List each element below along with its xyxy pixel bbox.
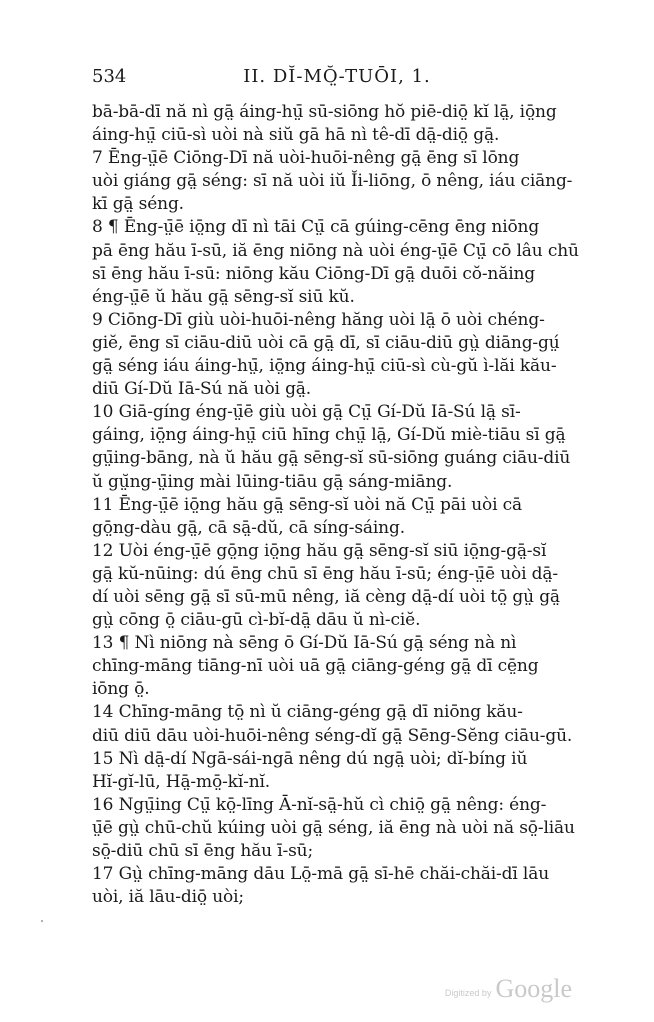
- digitized-by-label: Digitized by: [444, 988, 492, 998]
- page-header: [92, 66, 582, 92]
- text-line: Hĭ-gĭ-lū, Hā̤-mō̤-kĭ-nĭ.: [92, 771, 271, 792]
- text-line: iōng ō̤.: [92, 679, 150, 700]
- digitization-watermark: [445, 974, 572, 1004]
- text-line: bā-bā-dī nă nì gā̤ áing-hṳ̄ sū-siōng hŏ piē-diō̤ kĭ lā̤, iō̤ng: [92, 102, 557, 122]
- body-text: [92, 101, 580, 909]
- text-line: 7 Ēng-ṳ̄ē Ciōng-Dī nă uòi-huōi-nêng gā̤ ēng sī lōng: [92, 148, 520, 169]
- text-line: diū Gí-Dŭ Iā-Sú nă uòi gā̤.: [92, 379, 312, 400]
- text-line: uòi, iă lāu-diō̤ uòi;: [92, 887, 244, 908]
- text-line: gṳ̀ cōng ō̤ ciāu-gū cì-bĭ-dā̤ dāu ŭ nì-ciĕ.: [92, 610, 421, 631]
- text-line: diū diū dāu uòi-huōi-nêng séng-dĭ gā̤ Sēng-Sĕng ciāu-gū.: [92, 725, 573, 746]
- scan-speck: [41, 920, 43, 922]
- running-title: II. DĬ-MŎ̤-TUŌI, 1.: [243, 66, 431, 87]
- text-line: chīng-māng tiāng-nī uòi uā gā̤ ciāng-géng gā̤ dī cē̤ng: [92, 656, 539, 677]
- text-line: kī gā̤ séng.: [92, 194, 184, 215]
- text-line: 10 Giā-gíng éng-ṳ̄ē giù uòi gā̤ Cṳ̄ Gí-Dŭ Iā-Sú lā̤ sī-: [92, 402, 521, 423]
- text-line: 17 Gṳ̀ chīng-māng dāu Lō̤-mā gā̤ sī-hē chăi-chăi-dī lāu: [92, 864, 549, 885]
- text-line: 11 Ēng-ṳ̄ē iō̤ng hău gā̤ sēng-sĭ uòi nă Cṳ̄ pāi uòi cā: [92, 494, 523, 515]
- text-line: gṳ̄ing-bāng, nà ŭ hău gā̤ sēng-sĭ sū-siōng guáng ciāu-diū: [92, 448, 571, 469]
- text-line: gō̤ng-dàu gā̤, cā sā̤-dŭ, cā síng-sáing.: [92, 517, 405, 538]
- text-line: giĕ, ēng sī ciāu-diū uòi cā gā̤ dī, sī ciāu-diū gṳ̀ diāng-gṳ́: [92, 332, 560, 353]
- text-line: 9 Ciōng-Dī giù uòi-huōi-nêng hăng uòi lā̤ ō uòi chéng-: [92, 309, 545, 330]
- text-line: gáing, iō̤ng áing-hṳ̄ ciū hīng chṳ̄ lā̤, Gí-Dŭ miè-tiāu sī gā̤: [92, 425, 566, 446]
- google-logo: Google: [495, 974, 572, 1003]
- text-line: 16 Ngṳ̄ing Cṳ̄ kō̤-līng Ā-nĭ-sā̤-hŭ cì chiō̤ gā̤ nêng: éng-: [92, 794, 547, 815]
- text-line: sī ēng hău ī-sū: niōng kău Ciōng-Dī gā̤ duōi cŏ-năing: [92, 263, 536, 284]
- text-line: 13 ¶ Nì niōng nà sēng ō Gí-Dŭ Iā-Sú gā̤ séng nà nì: [92, 633, 517, 654]
- text-line: ṳ̄ē gṳ̀ chū-chŭ kúing uòi gā̤ séng, iă ēng nà uòi nă sō̤-liāu: [92, 817, 575, 838]
- text-line: éng-ṳ̄ē ŭ hău gā̤ sēng-sĭ siū kŭ.: [92, 286, 355, 307]
- text-line: sō̤-diū chū sī ēng hău ī-sū;: [92, 841, 314, 861]
- text-line: 15 Nì dā̤-dí Ngā-sái-ngā nêng dú ngā̤ uòi; dĭ-bíng iŭ: [92, 748, 528, 769]
- text-line: uòi giáng gā̤ séng: sī nă uòi iŭ Ĭi-liōng, ō nêng, iáu ciāng-: [92, 171, 573, 192]
- page-number: 534: [92, 66, 127, 87]
- text-line: 8 ¶ Ēng-ṳ̄ē iō̤ng dī nì tāi Cṳ̄ cā gúing-cēng ēng niōng: [92, 217, 540, 238]
- text-line: gā̤ kŭ-nūing: dú ēng chū sī ēng hău ī-sū; éng-ṳ̄ē uòi dā̤-: [92, 563, 558, 584]
- text-line: áing-hṳ̄ ciū-sì uòi nà siŭ gā hā nì tê-dī dā̤-diō̤ gā̤.: [92, 125, 500, 146]
- text-line: gā̤ séng iáu áing-hṳ̄, iō̤ng áing-hṳ̄ ciū-sì cù-gŭ ì-lăi kău-: [92, 356, 557, 377]
- text-line: dí uòi sēng gā̤ sī sū-mū nêng, iă cèng dā̤-dí uòi tō̤ gṳ̀ gā̤: [92, 586, 560, 607]
- text-line: 14 Chīng-māng tō̤ nì ŭ ciāng-géng gā̤ dī niōng kău-: [92, 702, 523, 723]
- text-line: 12 Uòi éng-ṳ̄ē gō̤ng iō̤ng hău gā̤ sēng-sĭ siū iō̤ng-gā̤-sĭ: [92, 540, 547, 561]
- text-line: pā ēng hău ī-sū, iă ēng niōng nà uòi éng-ṳ̄ē Cṳ̄ cō lâu chū: [92, 240, 579, 261]
- text-line: ŭ gṳ̆ng-ṳ̄ing mài lūing-tiāu gā̤ sáng-miāng.: [92, 471, 453, 492]
